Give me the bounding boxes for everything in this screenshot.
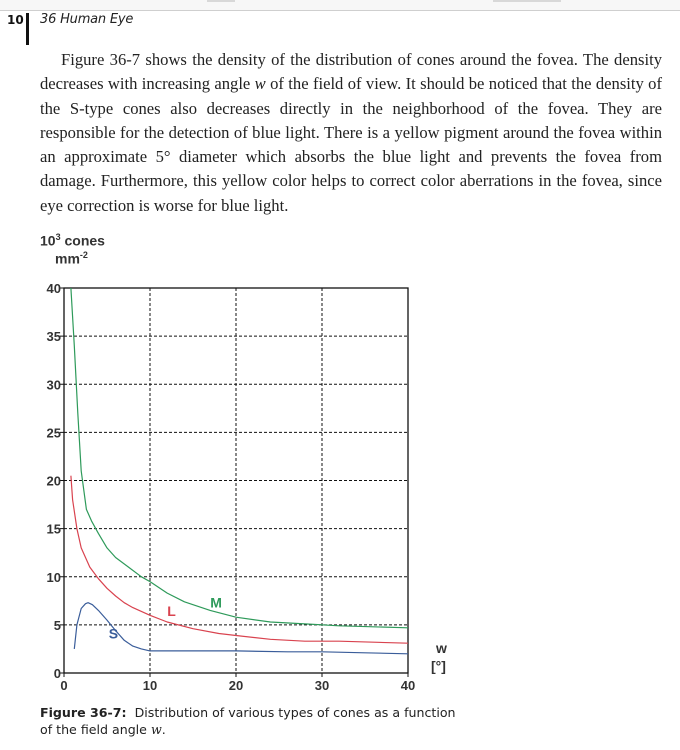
y-tick-label: 15 [46,521,61,537]
variable-w: w [254,74,266,94]
running-head: 36 Human Eye [40,12,134,27]
header-rule [26,13,29,45]
y-tick-label: 25 [46,425,61,441]
paragraph-part: of the field of view. It should be noticed that the density of the S-type cones also decreases directly in the neighborhood of the fovea. They are responsible for the detection of blue light. There is a yellow pigment around the fovea within an approximate 5° diameter which absorbs the blue light and prevents the fovea from damage. Furthermore, this yellow color helps to correct color aberrations in the fovea, since eye correction is worse for blue light. [40,74,662,215]
caption-label: Figure 36-7: [40,705,127,720]
series-line-S [74,603,408,654]
figure-caption: Figure 36-7: Distribution of various types of cones as a function of the field angle w. [40,705,456,737]
y-axis-label-line1: $10^3$ cones [40,232,105,249]
y-tick-label: 10 [46,569,61,585]
y-axis-label-line2: $mm^{-2}$ [55,250,88,267]
plot-area [0,228,680,698]
body-paragraph [40,48,662,218]
x-tick-label: 40 [400,678,416,693]
x-tick-label: 10 [142,678,158,693]
caption-variable: w [150,722,162,737]
caption-text: Distribution of various types of cones as a function of the field angle [40,705,456,737]
y-tick-label: 30 [46,377,61,393]
x-tick-label: 30 [314,678,330,693]
y-tick-label: 35 [46,329,61,345]
figure-36-7-chart [0,228,680,698]
y-tick-label: 20 [46,473,61,489]
x-axis-label-line1: w [436,640,447,656]
page-number: 10 [7,13,24,27]
paragraph-part: Figure 36-7 shows the density of the distribution of cones around the fovea. The density decreases with increasing angle [40,50,662,94]
y-tick-label: 5 [53,617,61,633]
series-label-L: L [167,603,176,620]
y-tick-label: 0 [53,666,61,681]
viewer-toolbar-strip [0,0,680,11]
x-tick-label: 0 [60,678,68,693]
paragraph-text [40,48,662,218]
toolbar-tab-indicator[interactable] [493,0,561,2]
series-label-M: M [210,594,222,611]
y-tick-label: 40 [46,281,61,296]
x-tick-label: 20 [228,678,244,693]
toolbar-tab-indicator[interactable] [207,0,235,2]
series-label-S: S [108,625,119,642]
x-axis-label-line2: [°] [431,658,446,674]
